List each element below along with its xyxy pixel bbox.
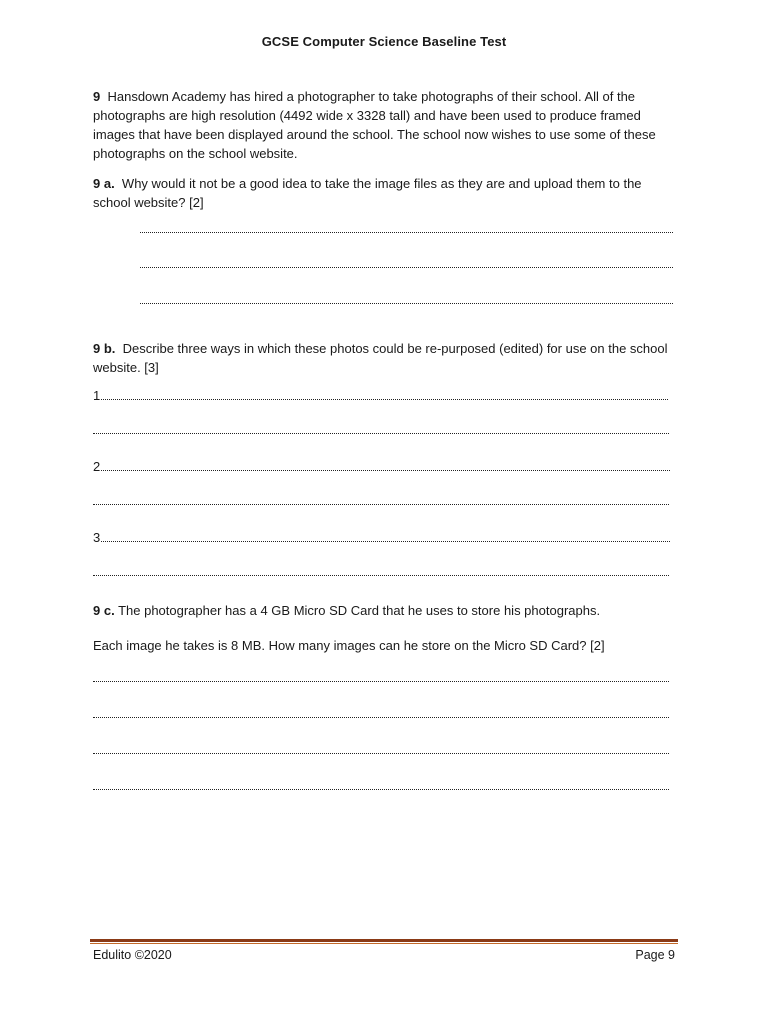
answer-line-9c-4[interactable]	[93, 789, 669, 790]
answer-item-1	[93, 389, 100, 403]
question-9c-label: 9 c.	[93, 603, 115, 618]
answer-line-9b-1b[interactable]	[93, 433, 669, 434]
answer-line-9b-2b[interactable]	[93, 504, 669, 505]
footer-divider	[90, 939, 678, 942]
answer-line-9b-2a[interactable]	[101, 470, 670, 471]
question-9a-text: Why would it not be a good idea to take the image files as they are and upload them to the school website? [2]	[93, 176, 642, 210]
question-9-text: Hansdown Academy has hired a photographer to take photographs of their school. All of the photographs are high resolution (4492 wide x 3328 tall) and have been used to produce framed images that have been displayed around the school. The school now wishes to use some of these photographs on the school website.	[93, 89, 656, 161]
answer-item-3	[93, 531, 100, 545]
question-9-number: 9	[93, 89, 101, 104]
answer-line-9b-3a[interactable]	[101, 541, 670, 542]
footer-copyright: Edulito ©2020	[93, 948, 172, 962]
question-9a-label: 9 a.	[93, 176, 115, 191]
question-9c	[93, 601, 678, 620]
question-9b-label: 9 b.	[93, 341, 116, 356]
question-9b-text: Describe three ways in which these photos could be re-purposed (edited) for use on the school website. [3]	[93, 341, 668, 375]
answer-line-9a-3[interactable]	[140, 303, 673, 304]
answer-item-1-number: 1	[93, 388, 101, 403]
question-9b	[93, 339, 678, 377]
answer-line-9c-3[interactable]	[93, 753, 669, 754]
answer-line-9a-1[interactable]	[140, 232, 673, 233]
answer-line-9b-1a[interactable]	[101, 399, 668, 400]
question-9c-part2	[93, 636, 678, 655]
page-title: GCSE Computer Science Baseline Test	[261, 34, 507, 49]
question-9-intro	[93, 87, 678, 163]
answer-line-9a-2[interactable]	[140, 267, 673, 268]
footer-page-number: Page 9	[635, 948, 675, 962]
answer-line-9c-1[interactable]	[93, 681, 669, 682]
answer-line-9c-2[interactable]	[93, 717, 669, 718]
question-9c-text: The photographer has a 4 GB Micro SD Card that he uses to store his photographs.	[118, 603, 601, 618]
answer-line-9b-3b[interactable]	[93, 575, 669, 576]
footer-divider-thin	[90, 943, 678, 944]
question-9c-text-2: Each image he takes is 8 MB. How many images can he store on the Micro SD Card? [2]	[93, 638, 605, 653]
answer-item-3-number: 3	[93, 530, 101, 545]
answer-item-2-number: 2	[93, 459, 101, 474]
question-9a	[93, 174, 678, 212]
answer-item-2	[93, 460, 100, 474]
